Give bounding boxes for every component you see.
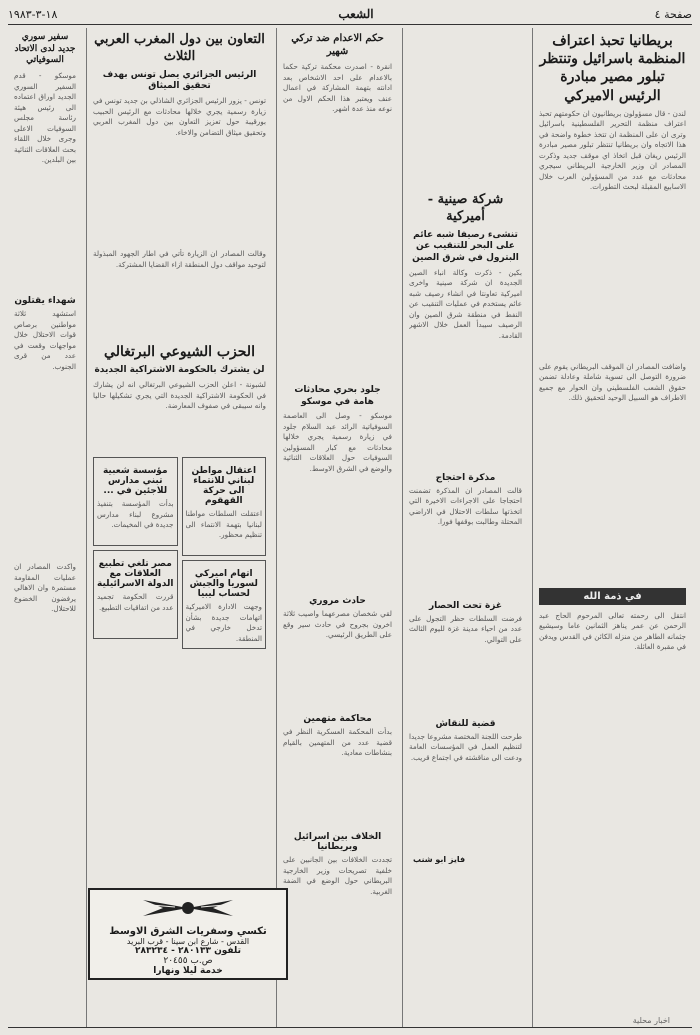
article-discussion-body: طرحت اللجنة المختصة مشروعا جديدا لتنظيم العمل في المؤسسات العامة ودعت الى مناقشته في اجتماع قريب. xyxy=(409,731,522,762)
paper-name: الشعب xyxy=(338,7,374,21)
column-3 xyxy=(276,28,398,1027)
winged-emblem-icon xyxy=(133,896,243,920)
headline-portugal-communist: الحزب الشيوعي البرتغالي xyxy=(104,344,255,361)
box-egypt-head: مصر تلغي تطبيع العلاقات مع الدولة الاسرائيلية xyxy=(97,559,174,590)
subhead-portugal-communist: لن يشترك بالحكومة الاشتراكية الجديدة xyxy=(94,365,265,376)
page-label: صفحة ٤ xyxy=(654,7,692,21)
article-portugal-body: لشبونة - اعلن الحزب الشيوعي البرتغالي انه لن يشارك في الحكومة الاشتراكية الجديدة التي يجري تشكيلها حاليا وانه سيبقى في صفوف المعارضة. xyxy=(93,380,266,411)
subhead-china-company: تنشىء رصيفا شبه عائم على البحر للتنقيب عن البترول في شرق الصين xyxy=(412,229,519,264)
ad-pobox: ص.ب ٢٠٤٥٥ xyxy=(163,956,213,966)
header-rule xyxy=(8,24,692,25)
headline-china-company: شركة صينية - أميركية xyxy=(427,192,504,224)
article-britain-body-2: واضافت المصادر ان الموقف البريطاني يقوم على ضرورة التوصل الى تسوية شاملة وعادلة تضمن حقوق الشعب الفلسطيني وان الحوار مع جميع الاطراف هو السبيل الوحيد لتحقيق ذلك. xyxy=(539,361,686,403)
article-israel-britain-body: تجددت الخلافات بين الجانبين على خلفية تصريحات وزير الخارجية البريطاني حول الوضع في الضفة الغربية. xyxy=(283,855,392,896)
subhead-protest: مذكرة احتجاج xyxy=(435,472,496,483)
column-4 xyxy=(86,28,272,1027)
headline-execution: حكم الاعدام ضد تركي شهير xyxy=(291,33,384,57)
obituary-tag: في ذمة الله xyxy=(539,588,686,605)
box-schools xyxy=(93,457,178,546)
footer-rule xyxy=(8,1027,692,1028)
ad-phone: تلفون ٢٨٠١٣٣ - ٢٨٣٢٣٤ xyxy=(135,946,241,956)
footer-strip: اخبار محلية xyxy=(632,1016,670,1025)
article-martyrs-body-2: واكدت المصادر ان عمليات المقاومة مستمرة وان الاهالي يرفضون الخضوع للاحتلال. xyxy=(14,562,76,614)
ad-title: تكسي وسفريات الشرق الاوسط xyxy=(109,926,267,937)
box-arrest-head: اعتقال مواطن لبناني للانتماء الى حركة القهقوم xyxy=(191,466,257,507)
box-schools-body: بدأت المؤسسة بتنفيذ مشروع لبناء مدارس جديدة في المخيمات. xyxy=(97,499,174,530)
subhead-discussion: قضية للنقاش xyxy=(435,718,496,729)
subhead-accident: حادث مروري xyxy=(309,596,366,607)
box-schools-head: مؤسسة شعبية تبني مدارس للاجئين في ... xyxy=(102,466,168,497)
page-header xyxy=(8,6,692,22)
article-accident-body: لقي شخصان مصرعهما واصيب ثلاثة اخرون بجروح في حادث سير وقع على الطريق الرئيسي. xyxy=(283,609,392,640)
article-protest-body: قالت المصادر ان المذكرة تضمنت احتجاجا على الاجراءات الاخيرة التي اتخذتها سلطات الاحتلال في الاراضي المحتلة وطالبت بوقفها فورا. xyxy=(409,485,522,527)
article-jalloud-body: موسكو - وصل الى العاصمة السوفياتية الرائد عبد السلام جلود في زيارة رسمية يجري خلالها محادثات مع كبار المسؤولين السوفيات حول العلاقات الثنائية والوضع في الشرق الاوسط. xyxy=(283,411,392,473)
box-arrest-body: اعتقلت السلطات مواطنا لبنانيا بتهمة الانتماء الى تنظيم محظور. xyxy=(185,509,262,540)
box-arrest xyxy=(182,457,267,556)
article-gaza-body: فرضت السلطات حظر التجول على عدد من احياء مدينة غزة لليوم الثالث على التوالي. xyxy=(409,613,522,644)
box-egypt xyxy=(93,550,178,639)
subhead-israel-britain: الخلاف بين اسرائيل وبريطانيا xyxy=(293,832,382,853)
article-ambassador-body: موسكو - قدم السفير السوري الجديد اوراق اعتماده الى رئيس هيئة رئاسة مجلس السوفيات الاعلى وجرى خلال اللقاء بحث العلاقات الثنائية بين البلدين. xyxy=(14,71,76,165)
headline-britain: بريطانيا تحبذ اعتراف المنظمة باسرائيل وتنتظر تبلور مصير مبادرة الرئيس الاميركي xyxy=(539,33,686,104)
box-accusation-head: اتهام اميركي لسوريا والجيش لحساب ليبيا xyxy=(189,569,258,600)
article-execution-body: انقرة - اصدرت محكمة تركية حكما بالاعدام على احد الاشخاص بعد ادانته بتهمة المشاركة في اعمال عنف ويعتبر هذا الحكم الاول من نوعه منذ عدة اشهر. xyxy=(283,62,392,113)
article-martyrs-body: استشهد ثلاثة مواطنين برصاص قوات الاحتلال خلال مواجهات وقعت في عدد من قرى الجنوب. xyxy=(14,309,76,371)
author-signature: فايز ابو شنب xyxy=(413,854,466,864)
column-2 xyxy=(402,28,528,1027)
taxi-advertisement xyxy=(88,888,288,980)
article-maghreb-body-2: وقالت المصادر ان الزيارة تأتي في اطار الجهود المبذولة لتوحيد مواقف دول المنطقة ازاء القضايا المشتركة. xyxy=(93,249,266,269)
subhead-maghreb: الرئيس الجزائري يصل تونس بهدف تحقيق الميثاق xyxy=(102,69,257,92)
article-maghreb-body: تونس - يزور الرئيس الجزائري الشاذلي بن جديد تونس في زيارة رسمية يجري خلالها محادثات مع الرئيس الحبيب بورقيبة حول تعزيز التعاون بين دول المغرب العربي وتحقيق ميثاق التضامن والاخاء. xyxy=(93,96,266,137)
box-egypt-body: قررت الحكومة تجميد عدد من اتفاقيات التطبيع. xyxy=(97,592,174,612)
article-britain-body: لندن - قال مسؤولون بريطانيون ان حكومتهم تحبذ اعتراف منظمة التحرير الفلسطينية باسرائيل وترى ان على المنظمة ان تتخذ خطوة واضحة في هذا الاتجاه وان بريطانيا تنتظر تبلور مصير مبادرة الرئيس ريغان قبل اتخاذ اي موقف جديد وذكرت المصادر ان وزير الخارجية البريطاني سيجري محادثات مع عدد من المسؤولين العرب خلال الاسابيع المقبلة لبحث التطورات. xyxy=(539,108,686,192)
ad-service: خدمة ليلا ونهارا xyxy=(153,966,223,976)
box-accusation xyxy=(182,560,267,649)
subhead-martyrs: شهداء يقتلون xyxy=(14,296,76,307)
subhead-jalloud-moscow: جلود بحري محادثات هامة في موسكو xyxy=(294,385,381,407)
column-1 xyxy=(532,28,692,1027)
article-china-body: بكين - ذكرت وكالة انباء الصين الجديدة ان شركة صينية واخرى اميركية تعاونتا في انشاء رصيف شبه عائم يستخدم في عمليات التنقيب عن النفط في منطقة شرق الصين وان الرصيف سيبدأ العمل خلال الاشهر القادمة. xyxy=(409,267,522,340)
issue-date: ١٨-٣-١٩٨٣ xyxy=(8,7,58,21)
headline-maghreb: التعاون بين دول المغرب العربي الثلاث xyxy=(94,32,265,64)
article-trial-body: بدأت المحكمة العسكرية النظر في قضية عدد من المتهمين بالقيام بنشاطات معادية. xyxy=(283,727,392,758)
box-accusation-body: وجهت الادارة الاميركية اتهامات جديدة بشأن تدخل خارجي في المنطقة. xyxy=(185,602,262,643)
obituary-body: انتقل الى رحمته تعالى المرحوم الحاج عبد الرحمن عن عمر يناهز الثمانين عاما وسيشيع جثمانه الطاهر من منزله الكائن في القدس ويدفن في مقبرة العائلة. xyxy=(539,610,686,652)
ad-address: القدس - شارع ابن سينا - قرب البريد xyxy=(126,937,250,946)
subhead-gaza: غزة تحت الحصار xyxy=(428,600,503,611)
column-5 xyxy=(8,28,82,1027)
headline-syrian-ambassador: سفير سوري جديد لدى الاتحاد السوفياتي xyxy=(14,32,76,66)
subhead-trial: محاكمة متهمين xyxy=(303,714,372,725)
